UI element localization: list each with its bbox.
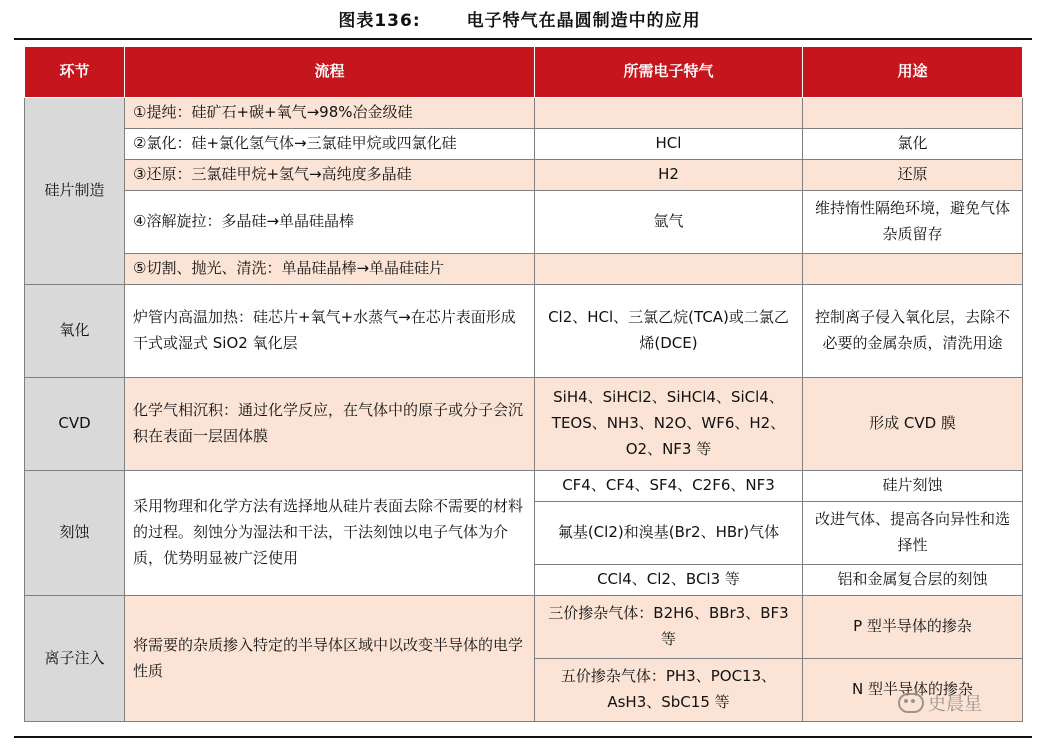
table-row: [25, 378, 1023, 471]
use-cell: 铝和金属复合层的刻蚀: [803, 565, 1023, 596]
figure-title: [0, 6, 1039, 31]
figure-number: 图表136:: [338, 11, 421, 31]
gas-cell: [535, 98, 803, 129]
process-cell: 炉管内高温加热：硅芯片+氧气+水蒸气→在芯片表面形成干式或湿式 SiO2 氧化层: [125, 285, 535, 378]
figure-caption: 电子特气在晶圆制造中的应用: [466, 11, 701, 31]
use-cell: [803, 254, 1023, 285]
gas-cell: 五价掺杂气体：PH3、POC13、AsH3、SbC15 等: [535, 659, 803, 722]
table-row: [25, 129, 1023, 160]
use-cell: 氯化: [803, 129, 1023, 160]
header-process: 流程: [125, 47, 535, 98]
stage-cell: 氧化: [25, 285, 125, 378]
use-cell: 维持惰性隔绝环境，避免气体杂质留存: [803, 191, 1023, 254]
use-cell: N 型半导体的掺杂: [803, 659, 1023, 722]
table-row: [25, 160, 1023, 191]
gas-cell: 氟基(Cl2)和溴基(Br2、HBr)气体: [535, 502, 803, 565]
gas-cell: CCl4、Cl2、BCl3 等: [535, 565, 803, 596]
stage-cell: 硅片制造: [25, 98, 125, 285]
stage-cell: 刻蚀: [25, 471, 125, 596]
process-cell: ③还原：三氯硅甲烷+氢气→高纯度多晶硅: [125, 160, 535, 191]
table-row: [25, 254, 1023, 285]
table-row: [25, 471, 1023, 502]
use-cell: 形成 CVD 膜: [803, 378, 1023, 471]
bottom-rule: [14, 736, 1032, 738]
gas-cell: H2: [535, 160, 803, 191]
use-cell: 改进气体、提高各向异性和选择性: [803, 502, 1023, 565]
gas-cell: SiH4、SiHCl2、SiHCl4、SiCl4、TEOS、NH3、N2O、WF6、H2、O2、NF3 等: [535, 378, 803, 471]
table-row: [25, 596, 1023, 659]
table-row: [25, 191, 1023, 254]
gas-cell: CF4、CF4、SF4、C2F6、NF3: [535, 471, 803, 502]
use-cell: 硅片刻蚀: [803, 471, 1023, 502]
use-cell: P 型半导体的掺杂: [803, 596, 1023, 659]
process-cell: 化学气相沉积：通过化学反应，在气体中的原子或分子会沉积在表面一层固体膜: [125, 378, 535, 471]
watermark: [898, 690, 982, 716]
gas-cell: 三价掺杂气体：B2H6、BBr3、BF3 等: [535, 596, 803, 659]
stage-cell: CVD: [25, 378, 125, 471]
table-row: [25, 285, 1023, 378]
process-cell: ②氯化：硅+氯化氢气体→三氯硅甲烷或四氯化硅: [125, 129, 535, 160]
gas-cell: 氩气: [535, 191, 803, 254]
table-header-row: [25, 47, 1023, 98]
use-cell: [803, 98, 1023, 129]
watermark-text: 史晨星: [928, 694, 982, 715]
process-cell: ④溶解旋拉：多晶硅→单晶硅晶棒: [125, 191, 535, 254]
gas-application-table: [24, 46, 1023, 722]
header-gas: 所需电子特气: [535, 47, 803, 98]
header-stage: 环节: [25, 47, 125, 98]
gas-cell: HCl: [535, 129, 803, 160]
process-cell: ⑤切割、抛光、清洗：单晶硅晶棒→单晶硅硅片: [125, 254, 535, 285]
wechat-icon: [898, 693, 924, 713]
header-use: 用途: [803, 47, 1023, 98]
process-cell: 将需要的杂质掺入特定的半导体区域中以改变半导体的电学性质: [125, 596, 535, 722]
stage-cell: 离子注入: [25, 596, 125, 722]
use-cell: 控制离子侵入氧化层，去除不必要的金属杂质，清洗用途: [803, 285, 1023, 378]
table-row: [25, 98, 1023, 129]
process-cell: 采用物理和化学方法有选择地从硅片表面去除不需要的材料的过程。刻蚀分为湿法和干法，干法刻蚀以电子气体为介质，优势明显被广泛使用: [125, 471, 535, 596]
process-cell: ①提纯：硅矿石+碳+氧气→98%冶金级硅: [125, 98, 535, 129]
gas-cell: [535, 254, 803, 285]
top-rule: [14, 38, 1032, 40]
use-cell: 还原: [803, 160, 1023, 191]
gas-cell: Cl2、HCl、三氯乙烷(TCA)或二氯乙烯(DCE): [535, 285, 803, 378]
